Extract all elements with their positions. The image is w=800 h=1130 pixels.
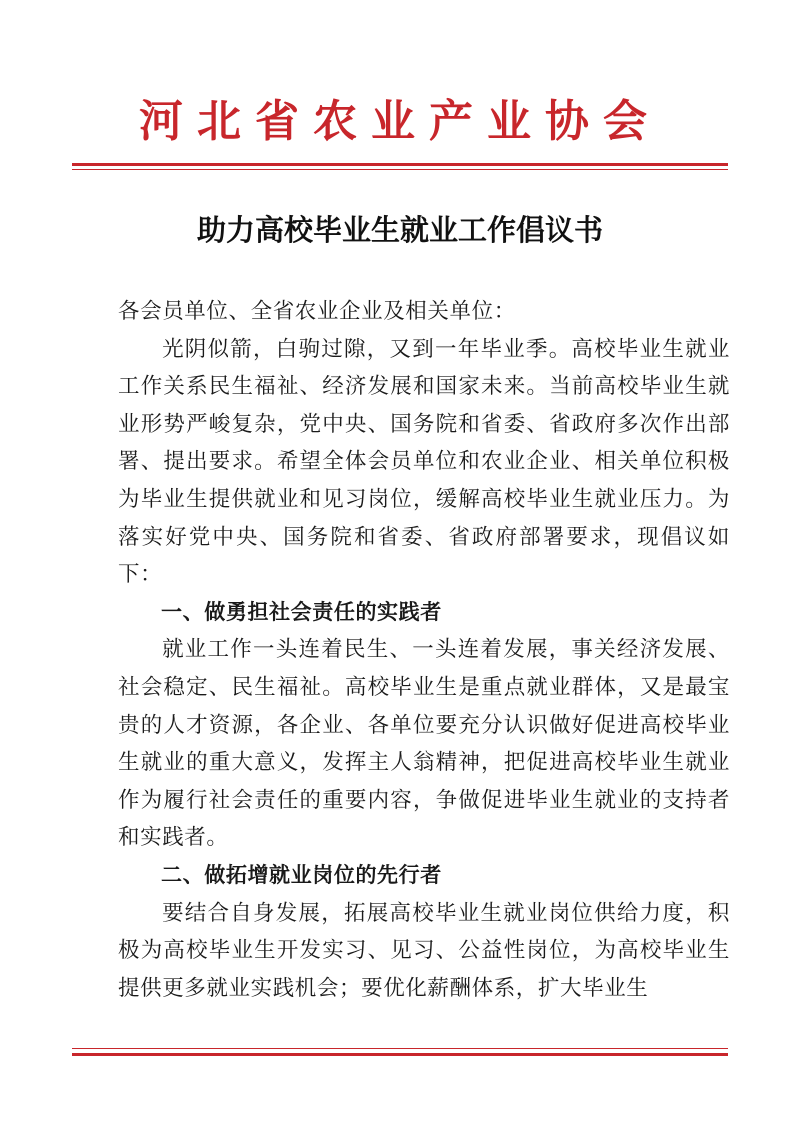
footer-rule-thin [72, 1048, 728, 1049]
salutation: 各会员单位、全省农业企业及相关单位： [118, 299, 516, 324]
letterhead-rule-thin [72, 169, 728, 170]
section-heading-2: 二、做拓增就业岗位的先行者 [161, 862, 442, 887]
document-body [118, 293, 730, 1007]
letterhead-rule-thick [72, 163, 728, 166]
letterhead-org-name: 河北省农业产业协会 [139, 96, 661, 147]
section-body-2: 要结合自身发展，拓展高校毕业生就业岗位供给力度，积极为高校毕业生开发实习、见习、公益性岗位，为高校毕业生提供更多就业实践机会；要优化薪酬体系，扩大毕业生 [118, 900, 730, 1001]
section-heading-1: 一、做勇担社会责任的实践者 [161, 599, 442, 624]
document-title: 助力高校毕业生就业工作倡议书 [196, 213, 603, 247]
intro-paragraph: 光阴似箭，白驹过隙，又到一年毕业季。高校毕业生就业工作关系民生福祉、经济发展和国家未来。当前高校毕业生就业形势严峻复杂，党中央、国务院和省委、省政府多次作出部署、提出要求。希望全体会员单位和农业企业、相关单位积极为毕业生提供就业和见习岗位，缓解高校毕业生就业压力。为落实好党中央、国务院和省委、省政府部署要求，现倡议如下： [118, 336, 730, 588]
footer-rule-thick [72, 1053, 728, 1056]
section-body-1: 就业工作一头连着民生、一头连着发展，事关经济发展、社会稳定、民生福祉。高校毕业生是重点就业群体，又是最宝贵的人才资源，各企业、各单位要充分认识做好促进高校毕业生就业的重大意义，发挥主人翁精神，把促进高校毕业生就业作为履行社会责任的重要内容，争做促进毕业生就业的支持者和实践者。 [118, 637, 730, 851]
